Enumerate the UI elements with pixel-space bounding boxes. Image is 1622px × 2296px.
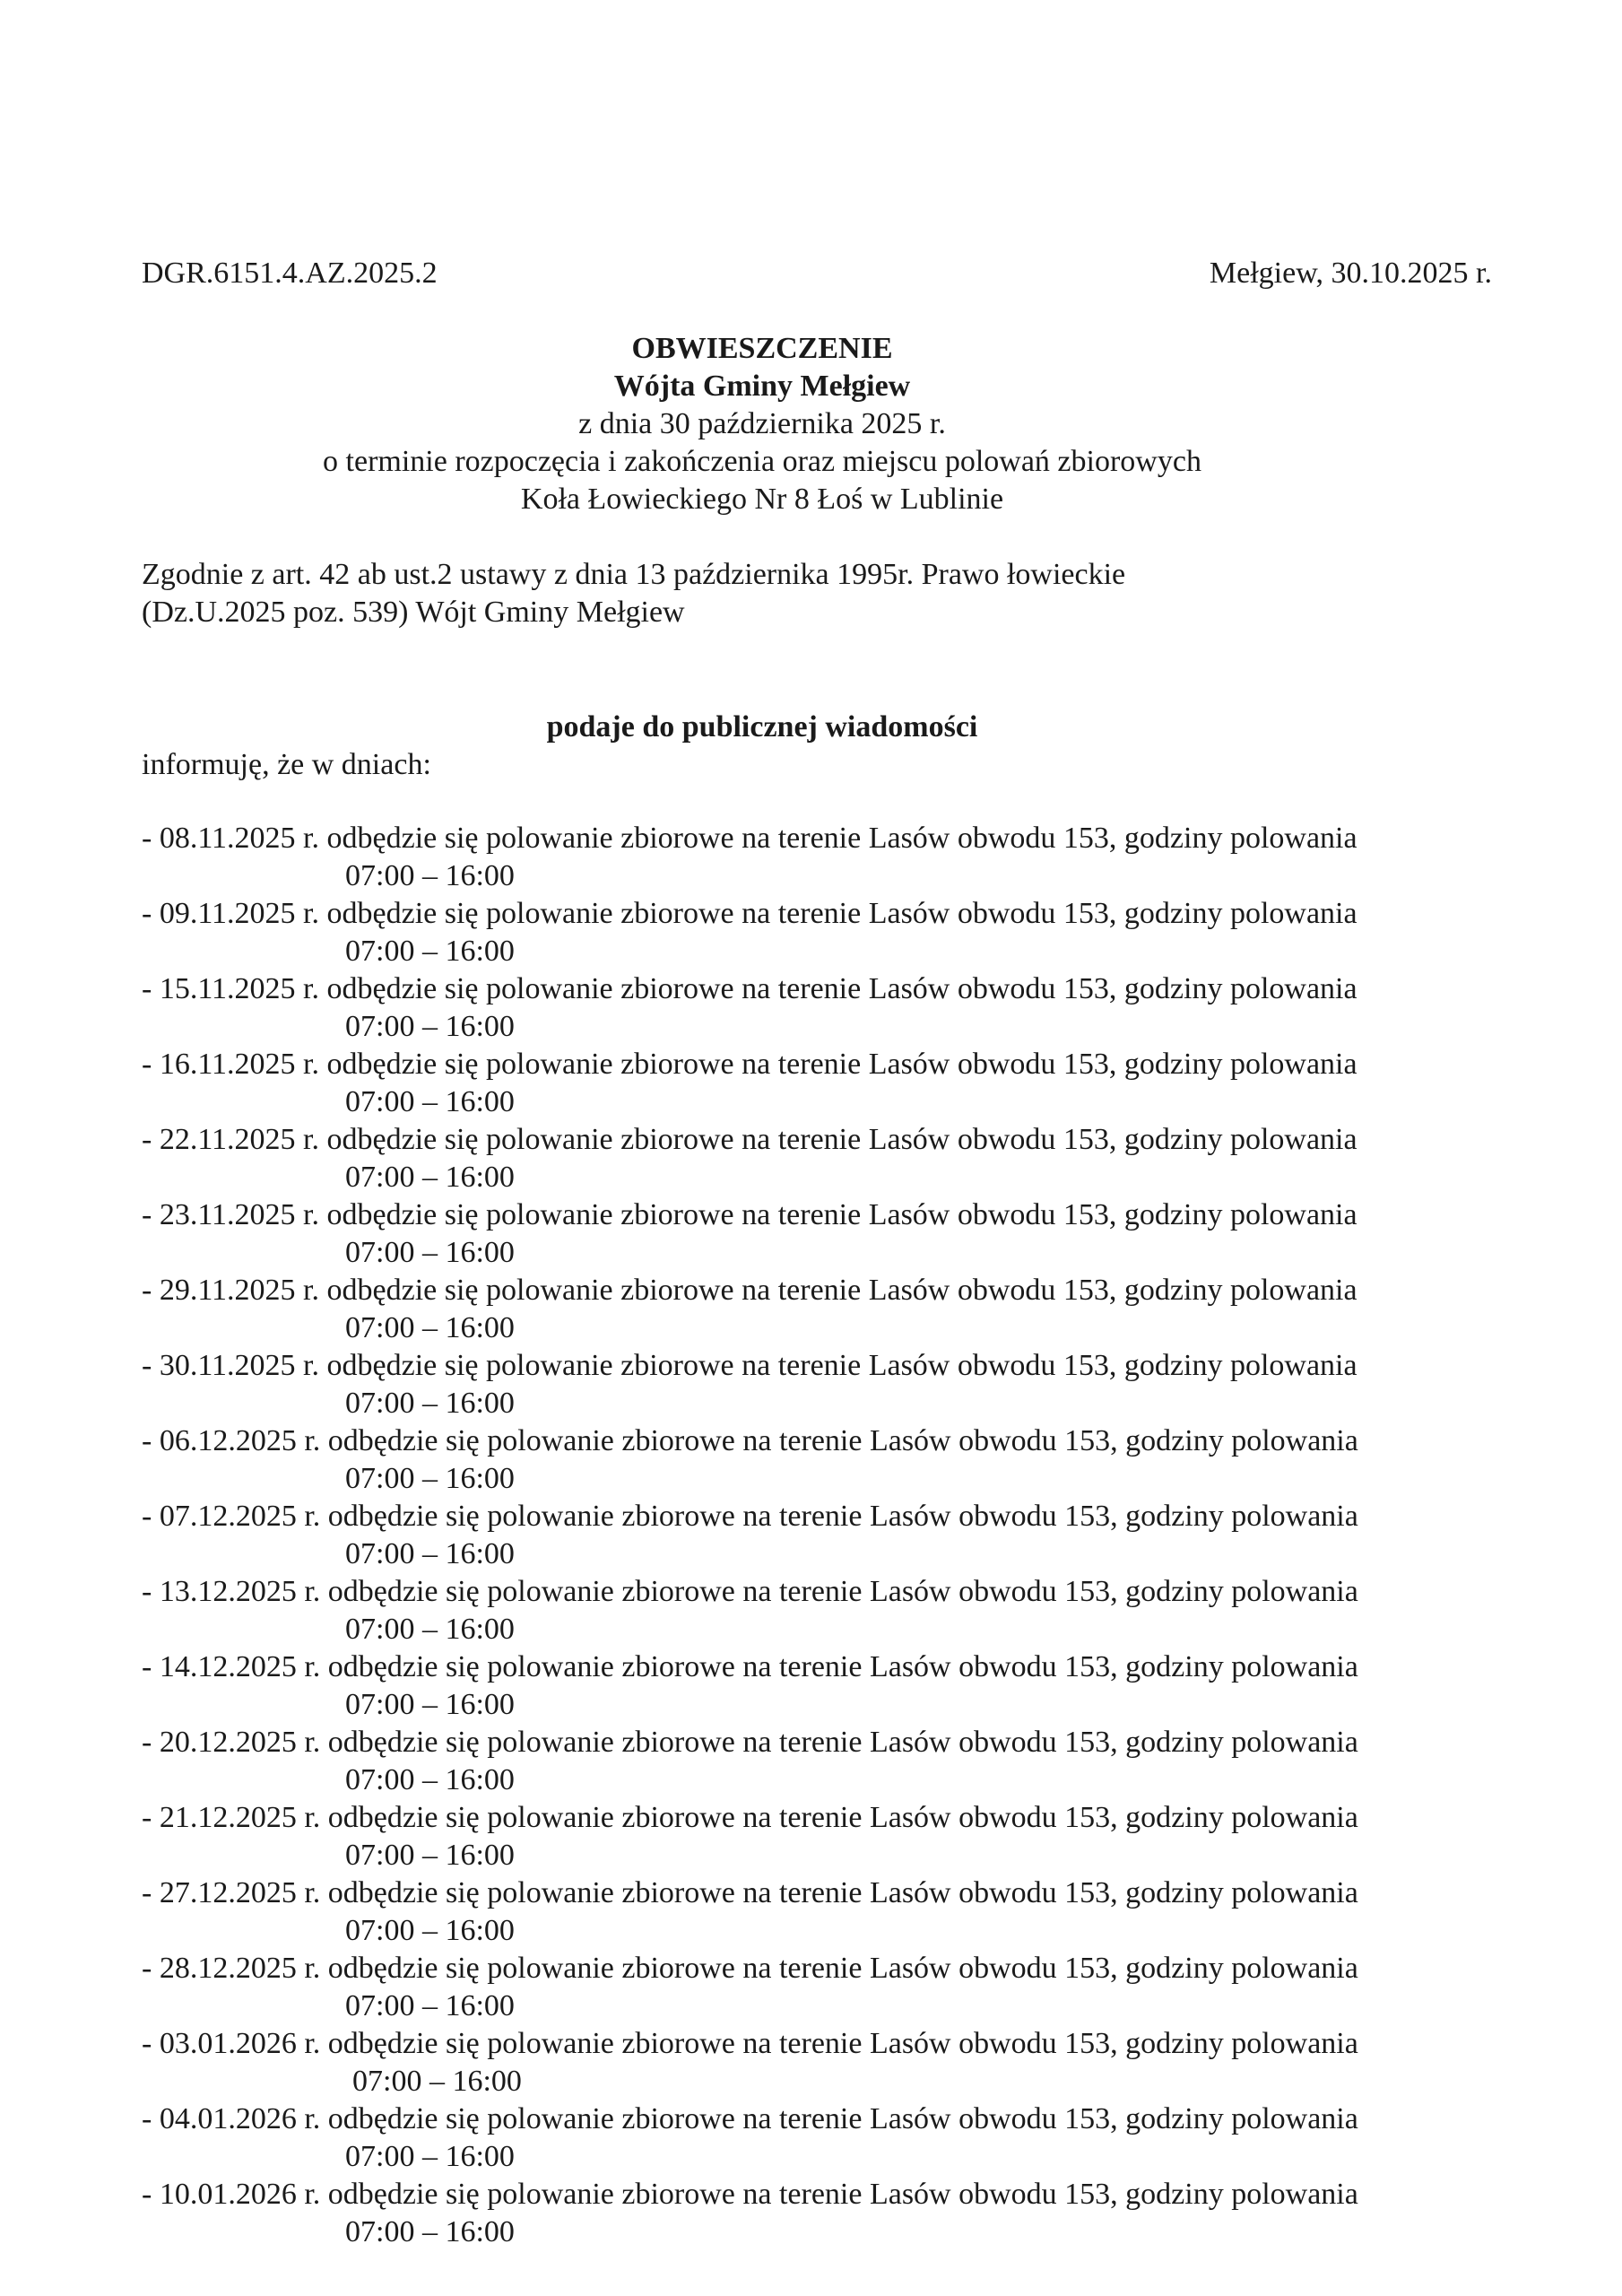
legal-basis-line-1: Zgodnie z art. 42 ab ust.2 ustawy z dnia 13 października 1995r. Prawo łowieckie bbox=[142, 558, 1126, 591]
reference-number: DGR.6151.4.AZ.2025.2 bbox=[142, 257, 438, 290]
hunt-entry-hours: 07:00 – 16:00 bbox=[345, 1914, 515, 1947]
hunt-entry-hours: 07:00 – 16:00 bbox=[345, 2215, 515, 2248]
hunt-entry-hours: 07:00 – 16:00 bbox=[345, 1613, 515, 1646]
subject-line-2: Koła Łowieckiego Nr 8 Łoś w Lublinie bbox=[520, 483, 1004, 516]
hunt-entry-line: - 10.01.2026 r. odbędzie się polowanie zbiorowe na terenie Lasów obwodu 153, godziny polowania bbox=[142, 2178, 1358, 2211]
hunt-entry-hours: 07:00 – 16:00 bbox=[345, 935, 515, 968]
hunt-entry-line: - 28.12.2025 r. odbędzie się polowanie zbiorowe na terenie Lasów obwodu 153, godziny polowania bbox=[142, 1952, 1358, 1985]
legal-basis-line-2: (Dz.U.2025 poz. 539) Wójt Gminy Mełgiew bbox=[142, 596, 685, 629]
hunt-entry-hours: 07:00 – 16:00 bbox=[345, 1688, 515, 1721]
hunt-entry-line: - 21.12.2025 r. odbędzie się polowanie zbiorowe na terenie Lasów obwodu 153, godziny polowania bbox=[142, 1801, 1358, 1834]
hunt-entry-line: - 23.11.2025 r. odbędzie się polowanie zbiorowe na terenie Lasów obwodu 153, godziny polowania bbox=[142, 1198, 1357, 1231]
inform-line: informuję, że w dniach: bbox=[142, 748, 431, 781]
hunt-entry-hours: 07:00 – 16:00 bbox=[345, 1763, 515, 1796]
hunt-entry-line: - 08.11.2025 r. odbędzie się polowanie zbiorowe na terenie Lasów obwodu 153, godziny polowania bbox=[142, 822, 1357, 855]
subject-line-1: o terminie rozpoczęcia i zakończenia oraz miejscu polowań zbiorowych bbox=[323, 445, 1201, 478]
hunt-entry-hours: 07:00 – 16:00 bbox=[345, 1010, 515, 1043]
document-subtitle: Wójta Gminy Mełgiew bbox=[613, 370, 911, 403]
hunt-entry-line: - 13.12.2025 r. odbędzie się polowanie zbiorowe na terenie Lasów obwodu 153, godziny polowania bbox=[142, 1575, 1358, 1608]
hunt-entry-line: - 27.12.2025 r. odbędzie się polowanie zbiorowe na terenie Lasów obwodu 153, godziny polowania bbox=[142, 1876, 1358, 1909]
hunt-entry-hours: 07:00 – 16:00 bbox=[345, 1311, 515, 1344]
hunt-entry-hours: 07:00 – 16:00 bbox=[345, 1839, 515, 1872]
hunt-entry-hours: 07:00 – 16:00 bbox=[345, 1462, 515, 1495]
document-date-line: z dnia 30 października 2025 r. bbox=[578, 407, 946, 440]
hunt-entry-hours: 07:00 – 16:00 bbox=[345, 1989, 515, 2022]
hunt-entry-line: - 29.11.2025 r. odbędzie się polowanie zbiorowe na terenie Lasów obwodu 153, godziny polowania bbox=[142, 1274, 1357, 1307]
hunt-entry-line: - 04.01.2026 r. odbędzie się polowanie zbiorowe na terenie Lasów obwodu 153, godziny polowania bbox=[142, 2102, 1358, 2135]
hunt-entry-line: - 09.11.2025 r. odbędzie się polowanie zbiorowe na terenie Lasów obwodu 153, godziny polowania bbox=[142, 897, 1357, 930]
hunt-entry-hours: 07:00 – 16:00 bbox=[345, 1236, 515, 1269]
place-date: Mełgiew, 30.10.2025 r. bbox=[1209, 257, 1492, 290]
hunt-entry-hours: 07:00 – 16:00 bbox=[345, 1537, 515, 1570]
hunt-entry-line: - 22.11.2025 r. odbędzie się polowanie zbiorowe na terenie Lasów obwodu 153, godziny polowania bbox=[142, 1123, 1357, 1156]
announce-heading: podaje do publicznej wiadomości bbox=[546, 710, 978, 744]
hunt-entry-hours: 07:00 – 16:00 bbox=[345, 1387, 515, 1420]
hunt-entry-line: - 15.11.2025 r. odbędzie się polowanie zbiorowe na terenie Lasów obwodu 153, godziny polowania bbox=[142, 972, 1357, 1005]
hunt-entry-hours: 07:00 – 16:00 bbox=[345, 2140, 515, 2173]
hunt-entry-hours: 07:00 – 16:00 bbox=[352, 2065, 522, 2098]
document-title: OBWIESZCZENIE bbox=[631, 332, 893, 365]
hunt-entry-hours: 07:00 – 16:00 bbox=[345, 859, 515, 892]
hunt-entry-line: - 03.01.2026 r. odbędzie się polowanie zbiorowe na terenie Lasów obwodu 153, godziny polowania bbox=[142, 2027, 1358, 2060]
hunt-entry-line: - 16.11.2025 r. odbędzie się polowanie zbiorowe na terenie Lasów obwodu 153, godziny polowania bbox=[142, 1048, 1357, 1081]
hunt-entry-line: - 14.12.2025 r. odbędzie się polowanie zbiorowe na terenie Lasów obwodu 153, godziny polowania bbox=[142, 1650, 1358, 1683]
hunt-entry-line: - 06.12.2025 r. odbędzie się polowanie zbiorowe na terenie Lasów obwodu 153, godziny polowania bbox=[142, 1424, 1358, 1457]
hunt-entry-hours: 07:00 – 16:00 bbox=[345, 1085, 515, 1118]
hunt-entry-line: - 07.12.2025 r. odbędzie się polowanie zbiorowe na terenie Lasów obwodu 153, godziny polowania bbox=[142, 1500, 1358, 1533]
hunt-entry-line: - 20.12.2025 r. odbędzie się polowanie zbiorowe na terenie Lasów obwodu 153, godziny polowania bbox=[142, 1726, 1358, 1759]
hunt-entry-line: - 30.11.2025 r. odbędzie się polowanie zbiorowe na terenie Lasów obwodu 153, godziny polowania bbox=[142, 1349, 1357, 1382]
hunt-entry-hours: 07:00 – 16:00 bbox=[345, 1161, 515, 1194]
